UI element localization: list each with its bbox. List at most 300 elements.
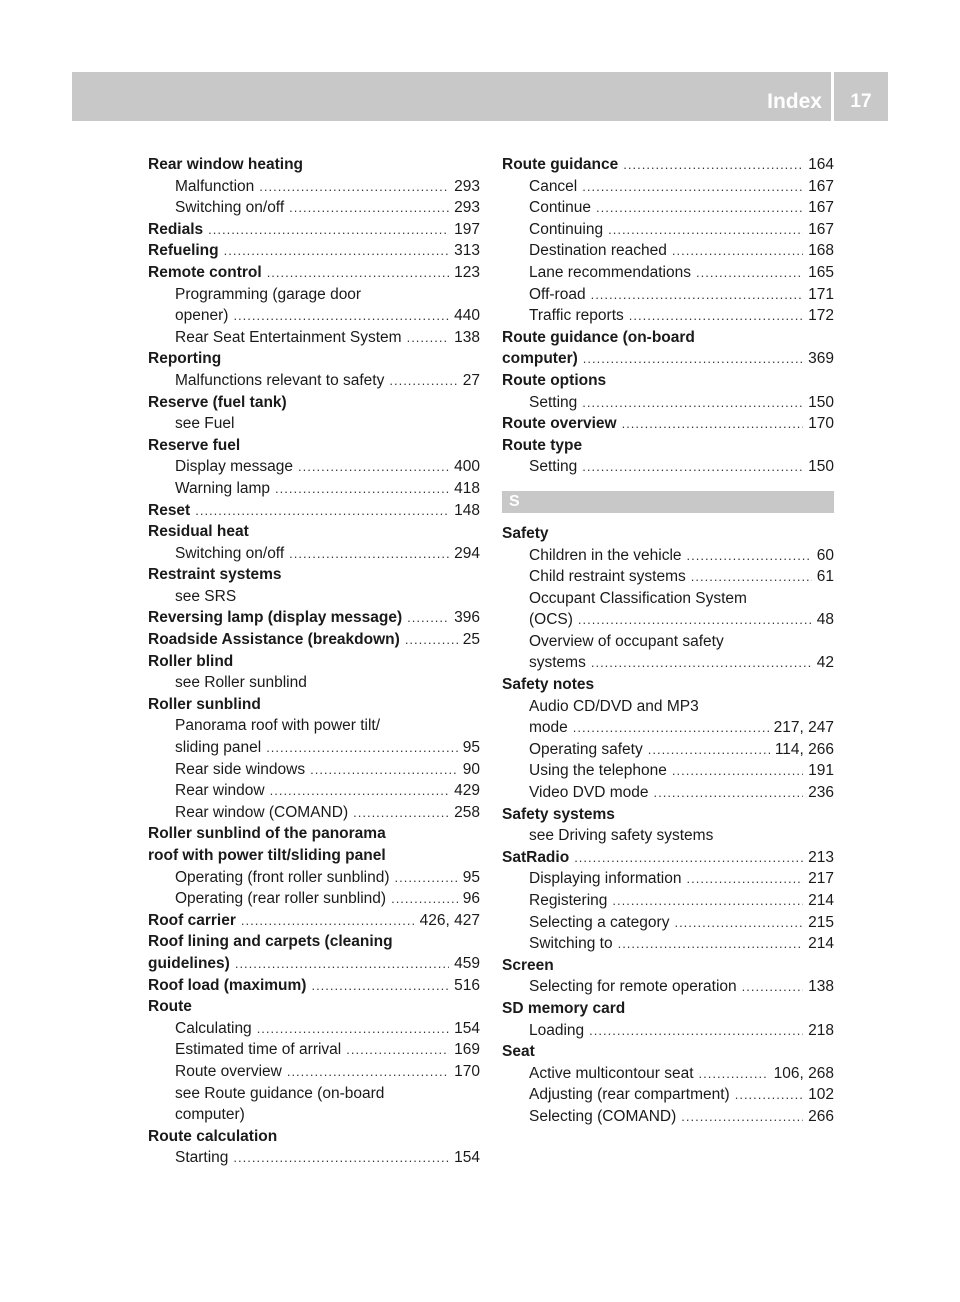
dot-leader [583, 348, 803, 370]
entry-term: Residual heat [148, 523, 249, 541]
dot-leader [275, 478, 449, 500]
entry-term: Off-road [529, 285, 586, 303]
index-subentry [502, 588, 834, 610]
entry-term: Route calculation [148, 1127, 278, 1145]
index-entry [148, 931, 480, 953]
dot-leader [681, 1106, 803, 1128]
entry-term: Setting [529, 393, 578, 411]
entry-term: Refueling [148, 242, 219, 260]
entry-term: Setting [529, 458, 578, 476]
index-entry [502, 804, 834, 826]
page-reference-link[interactable]: 429 [454, 782, 480, 800]
index-subentry [148, 413, 480, 435]
entry-term: Lane recommendations [529, 263, 691, 281]
index-subentry [502, 825, 834, 847]
index-entry [148, 564, 480, 586]
index-subentry [502, 240, 834, 262]
page-number: 17 [850, 91, 872, 112]
dot-leader [742, 976, 803, 998]
page-reference-link[interactable]: 418 [454, 479, 480, 497]
dot-leader [289, 197, 449, 219]
index-entry [148, 996, 480, 1018]
page-reference-link[interactable]: 167 [808, 220, 834, 238]
dot-leader [622, 413, 804, 435]
entry-term: Route type [502, 436, 583, 454]
entry-term: computer) [175, 1106, 245, 1124]
index-column-right [502, 154, 834, 1128]
index-subentry [148, 327, 480, 349]
dot-leader [589, 1020, 803, 1042]
section-letter-header: S [502, 491, 834, 513]
index-entry [148, 521, 480, 543]
entry-term: Switching to [529, 935, 613, 953]
page-reference-link[interactable]: 516 [454, 976, 480, 994]
index-entry [148, 348, 480, 370]
index-subentry [148, 456, 480, 478]
entry-term: Panorama roof with power tilt/ [175, 717, 381, 735]
index-entry [502, 154, 834, 176]
dot-leader [574, 847, 803, 869]
dot-leader [391, 888, 458, 910]
page-reference-link[interactable]: 171 [808, 285, 834, 303]
index-subentry [148, 197, 480, 219]
index-entry [148, 953, 480, 975]
entry-term: Rear window [175, 782, 265, 800]
index-subentry [502, 262, 834, 284]
page-reference-link[interactable]: 459 [454, 954, 480, 972]
dot-leader [208, 219, 449, 241]
index-subentry [148, 176, 480, 198]
index-entry [148, 392, 480, 414]
entry-term: Video DVD mode [529, 784, 649, 802]
entry-term: Selecting (COMAND) [529, 1107, 677, 1125]
entry-term: Selecting a category [529, 913, 670, 931]
dot-leader [582, 456, 803, 478]
page-reference-link[interactable]: 27 [462, 371, 480, 389]
entry-term: SatRadio [502, 848, 570, 866]
index-column-left [148, 154, 480, 1169]
index-entry [502, 435, 834, 457]
index-subentry [148, 1018, 480, 1040]
index-subentry [502, 456, 834, 478]
dot-leader [405, 629, 458, 651]
index-subentry [502, 1084, 834, 1106]
index-entry [502, 523, 834, 545]
entry-term: computer) [502, 350, 578, 368]
index-subentry [148, 370, 480, 392]
entry-term: Audio CD/DVD and MP3 [529, 697, 699, 715]
index-subentry [502, 197, 834, 219]
index-entry [148, 435, 480, 457]
entry-term: Switching on/off [175, 199, 285, 217]
dot-leader [735, 1084, 803, 1106]
entry-term: Roller sunblind of the panorama [148, 825, 386, 843]
page-reference-link[interactable]: 170 [808, 415, 834, 433]
entry-term: Route guidance [502, 156, 619, 173]
page-reference-link[interactable]: 369 [808, 350, 834, 368]
page-reference-link[interactable]: 396 [454, 609, 480, 627]
index-subentry [148, 478, 480, 500]
index-entry [148, 975, 480, 997]
entry-term: Operating safety [529, 740, 643, 758]
dot-leader [573, 717, 769, 739]
index-entry [148, 607, 480, 629]
entry-term: Cancel [529, 177, 578, 195]
dot-leader [407, 607, 449, 629]
entry-term: Screen [502, 956, 554, 974]
page-reference-link[interactable]: 172 [808, 307, 834, 325]
entry-term: see Roller sunblind [175, 674, 307, 692]
index-subentry [148, 305, 480, 327]
entry-term: systems [529, 654, 586, 672]
page-reference-link[interactable]: 138 [454, 328, 480, 346]
index-subentry [148, 1039, 480, 1061]
entry-term: Roller sunblind [148, 695, 261, 713]
index-entry [148, 910, 480, 932]
entry-term: Operating (rear roller sunblind) [175, 890, 387, 908]
index-subentry [148, 759, 480, 781]
entry-term: Redials [148, 220, 204, 238]
dot-leader [224, 240, 450, 262]
dot-leader [618, 933, 804, 955]
dot-leader [195, 500, 449, 522]
index-subentry [148, 1104, 480, 1126]
dot-leader [591, 652, 812, 674]
index-subentry [502, 760, 834, 782]
page-reference-link[interactable]: 42 [816, 654, 834, 672]
entry-term: Roof carrier [148, 911, 236, 929]
page-header-bar [72, 72, 888, 121]
entry-term: Children in the vehicle [529, 546, 682, 564]
page-reference-link[interactable]: 96 [462, 890, 480, 908]
entry-term: see SRS [175, 587, 237, 605]
page-reference-link[interactable]: 215 [808, 913, 834, 931]
entry-term: Continue [529, 199, 592, 217]
index-entry [502, 847, 834, 869]
page-reference-link[interactable]: 258 [454, 803, 480, 821]
dot-leader [270, 780, 450, 802]
index-entry [502, 413, 834, 435]
index-subentry [502, 392, 834, 414]
index-subentry [502, 566, 834, 588]
page-reference-link[interactable]: 102 [808, 1086, 834, 1104]
dot-leader [674, 912, 803, 934]
dot-leader [596, 197, 803, 219]
dot-leader [311, 975, 449, 997]
entry-term: Occupant Classification System [529, 589, 747, 607]
index-subentry [502, 545, 834, 567]
dot-leader [257, 1018, 449, 1040]
page-reference-link[interactable]: 150 [808, 393, 834, 411]
dot-leader [578, 609, 812, 631]
index-entry [148, 651, 480, 673]
page-reference-link[interactable]: 214 [808, 892, 834, 909]
dot-leader [672, 240, 803, 262]
index-entry [148, 823, 480, 845]
page-reference-link[interactable]: 167 [808, 199, 834, 217]
page-reference-link[interactable]: 400 [454, 458, 480, 476]
entry-term: Overview of occupant safety [529, 632, 724, 650]
index-subentry [502, 1106, 834, 1128]
index-entry [148, 219, 480, 241]
index-entry [148, 500, 480, 522]
entry-term: Route overview [175, 1062, 282, 1080]
page-reference-link[interactable]: 165 [808, 263, 834, 281]
entry-term: Roadside Assistance (breakdown) [148, 631, 400, 649]
entry-term: Safety systems [502, 805, 615, 823]
entry-term: Display message [175, 458, 294, 476]
index-entry [148, 1126, 480, 1148]
entry-term: Adjusting (rear compartment) [529, 1086, 730, 1104]
page-reference-link[interactable]: 154 [454, 1149, 480, 1167]
page-reference-link[interactable]: 191 [808, 762, 834, 780]
page-reference-link[interactable]: 48 [816, 611, 834, 629]
entry-term: roof with power tilt/sliding panel [148, 847, 386, 864]
page-reference-link[interactable]: 60 [816, 546, 834, 564]
index-subentry [148, 1061, 480, 1083]
index-subentry [502, 717, 834, 739]
entry-term: mode [529, 719, 568, 737]
dot-leader [629, 305, 803, 327]
index-subentry [148, 780, 480, 802]
dot-leader [687, 868, 804, 890]
entry-term: Route [148, 998, 192, 1016]
entry-term: Malfunction [175, 177, 255, 195]
index-subentry [148, 284, 480, 306]
dot-leader [591, 284, 804, 306]
index-entry [502, 955, 834, 977]
page-reference-link[interactable]: 168 [808, 242, 834, 260]
entry-term: Operating (front roller sunblind) [175, 868, 390, 886]
entry-term: Registering [529, 892, 608, 909]
dot-leader [233, 305, 449, 327]
entry-term: Traffic reports [529, 307, 624, 325]
section-title: Index [767, 90, 822, 113]
entry-term: Safety notes [502, 676, 595, 694]
dot-leader [648, 739, 770, 761]
page-reference-link[interactable]: 426, 427 [419, 911, 480, 929]
page-reference-link[interactable]: 25 [462, 631, 480, 649]
index-subentry [502, 739, 834, 761]
entry-term: Reporting [148, 350, 222, 368]
index-subentry [502, 219, 834, 241]
page-reference-link[interactable]: 170 [454, 1062, 480, 1080]
entry-term: Switching on/off [175, 544, 285, 562]
dot-leader [623, 154, 803, 176]
index-entry [502, 348, 834, 370]
page-reference-link[interactable]: 95 [462, 739, 480, 757]
entry-term: Selecting for remote operation [529, 978, 737, 996]
page-reference-link[interactable]: 114, 266 [774, 740, 834, 758]
dot-leader [267, 262, 449, 284]
entry-term: Reserve (fuel tank) [148, 393, 287, 411]
index-entry [148, 629, 480, 651]
dot-leader [235, 953, 449, 975]
entry-term: Warning lamp [175, 479, 271, 497]
dot-leader [582, 392, 803, 414]
index-subentry [148, 802, 480, 824]
page-reference-link[interactable]: 61 [816, 568, 834, 586]
index-subentry [502, 305, 834, 327]
index-subentry [502, 890, 834, 912]
index-subentry [502, 176, 834, 198]
index-subentry [502, 782, 834, 804]
dot-leader [672, 760, 803, 782]
index-subentry [502, 284, 834, 306]
entry-term: Rear window heating [148, 156, 304, 173]
entry-term: Destination reached [529, 242, 667, 260]
entry-term: Rear window (COMAND) [175, 803, 349, 821]
index-subentry [148, 586, 480, 608]
page-reference-link[interactable]: 213 [808, 848, 834, 866]
index-subentry [148, 672, 480, 694]
dot-leader [259, 176, 449, 198]
index-subentry [502, 868, 834, 890]
page-reference-link[interactable]: 150 [808, 458, 834, 476]
entry-term: (OCS) [529, 611, 573, 629]
entry-term: Rear side windows [175, 760, 306, 778]
index-subentry [148, 888, 480, 910]
entry-term: Roof load (maximum) [148, 976, 307, 994]
entry-term: sliding panel [175, 739, 262, 757]
entry-term: guidelines) [148, 954, 230, 972]
index-subentry [502, 1020, 834, 1042]
index-subentry [502, 696, 834, 718]
page-reference-link[interactable]: 214 [808, 935, 834, 953]
entry-term: Roller blind [148, 652, 234, 670]
entry-term: Reset [148, 501, 191, 519]
page-reference-link[interactable]: 154 [454, 1019, 480, 1037]
index-entry [148, 845, 480, 867]
page-reference-link[interactable]: 293 [454, 199, 480, 217]
dot-leader [233, 1147, 449, 1169]
index-subentry [148, 737, 480, 759]
page-reference-link[interactable]: 236 [808, 784, 834, 802]
entry-term: Displaying information [529, 870, 682, 888]
dot-leader [287, 1061, 449, 1083]
entry-term: Route overview [502, 415, 617, 433]
entry-term: Route options [502, 371, 607, 389]
entry-term: Continuing [529, 220, 604, 238]
index-entry [148, 154, 480, 176]
index-subentry [502, 933, 834, 955]
dot-leader [298, 456, 449, 478]
index-entry [148, 262, 480, 284]
index-entry [502, 998, 834, 1020]
page-reference-link[interactable]: 164 [808, 156, 834, 173]
entry-term: Using the telephone [529, 762, 667, 780]
entry-term: Calculating [175, 1019, 252, 1037]
page-reference-link[interactable]: 294 [454, 544, 480, 562]
entry-term: Safety [502, 524, 549, 542]
index-entry [148, 240, 480, 262]
index-entry [502, 1041, 834, 1063]
page-reference-link[interactable]: 167 [808, 177, 834, 195]
page-reference-link[interactable]: 148 [454, 501, 480, 519]
dot-leader [699, 1063, 769, 1085]
dot-leader [395, 867, 458, 889]
entry-term: Rear Seat Entertainment System [175, 328, 402, 346]
dot-leader [353, 802, 449, 824]
page-reference-link[interactable]: 313 [454, 242, 480, 260]
index-entry [502, 370, 834, 392]
entry-term: see Fuel [175, 415, 235, 433]
entry-term: Reversing lamp (display message) [148, 609, 403, 627]
entry-term: Reserve fuel [148, 436, 241, 454]
index-subentry [148, 1083, 480, 1105]
entry-term: Route guidance (on-board [502, 328, 695, 346]
dot-leader [582, 176, 803, 198]
dot-leader [612, 890, 803, 912]
page-reference-link[interactable]: 169 [454, 1041, 480, 1059]
index-subentry [502, 652, 834, 674]
dot-leader [653, 782, 803, 804]
index-subentry [502, 609, 834, 631]
dot-leader [310, 759, 458, 781]
entry-term: opener) [175, 307, 229, 325]
dot-leader [241, 910, 415, 932]
entry-term: Remote control [148, 263, 262, 281]
page-reference-link[interactable]: 106, 268 [773, 1064, 834, 1082]
index-entry [502, 327, 834, 349]
page-reference-link[interactable]: 217, 247 [773, 719, 834, 737]
index-entry [148, 694, 480, 716]
dot-leader [691, 566, 812, 588]
dot-leader [389, 370, 457, 392]
entry-term: Seat [502, 1043, 535, 1061]
index-subentry [502, 912, 834, 934]
index-subentry [502, 631, 834, 653]
index-subentry [148, 867, 480, 889]
entry-term: Malfunctions relevant to safety [175, 371, 385, 389]
entry-term: Loading [529, 1021, 585, 1039]
dot-leader [687, 545, 812, 567]
entry-term: Starting [175, 1149, 229, 1167]
page-reference-link[interactable]: 138 [808, 978, 834, 996]
dot-leader [266, 737, 458, 759]
page-reference-link[interactable]: 293 [454, 177, 480, 195]
index-subentry [502, 976, 834, 998]
dot-leader [346, 1039, 449, 1061]
page-reference-link[interactable]: 440 [454, 307, 480, 325]
page-reference-link[interactable]: 217 [808, 870, 834, 888]
index-subentry [502, 1063, 834, 1085]
entry-term: Active multicontour seat [529, 1064, 694, 1082]
entry-term: see Driving safety systems [529, 827, 714, 845]
page-reference-link[interactable]: 197 [454, 220, 480, 238]
index-subentry [148, 715, 480, 737]
dot-leader [407, 327, 450, 349]
dot-leader [289, 543, 449, 565]
index-entry [502, 674, 834, 696]
entry-term: SD memory card [502, 999, 626, 1017]
page-reference-link[interactable]: 123 [454, 263, 480, 281]
page-reference-link[interactable]: 90 [462, 760, 480, 778]
entry-term: Roof lining and carpets (cleaning [148, 933, 393, 951]
entry-term: Child restraint systems [529, 568, 686, 586]
dot-leader [696, 262, 803, 284]
index-subentry [148, 543, 480, 565]
entry-term: Estimated time of arrival [175, 1041, 342, 1059]
page-reference-link[interactable]: 218 [808, 1021, 834, 1039]
entry-term: Restraint systems [148, 566, 282, 584]
dot-leader [608, 219, 803, 241]
index-subentry [148, 1147, 480, 1169]
page-reference-link[interactable]: 95 [462, 868, 480, 886]
entry-term: Programming (garage door [175, 285, 362, 303]
page-reference-link[interactable]: 266 [808, 1107, 834, 1125]
entry-term: see Route guidance (on-board [175, 1084, 385, 1102]
